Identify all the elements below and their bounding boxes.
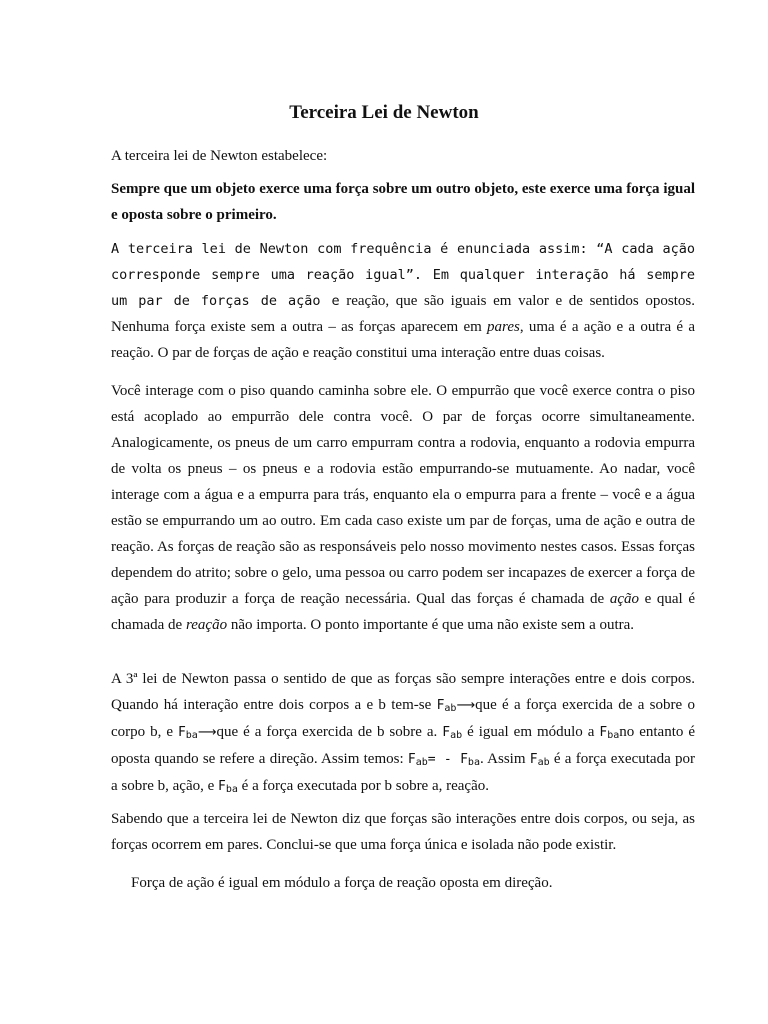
paragraph-notation [111, 666, 695, 800]
paragraph-examples [111, 378, 695, 638]
text-run: é igual em módulo a [462, 724, 600, 740]
paragraph-conclusion: Sabendo que a terceira lei de Newton diz que forças são interações entre dois corpos, ou seja, as forças ocorrem em pares. Conclui-se que uma força única e isolada não pode existir. [111, 811, 695, 853]
vector-arrow: ⟶ [456, 698, 476, 713]
text-run: que é a força exercida de a sobre o corpo b, e [111, 697, 695, 740]
law-statement: Sempre que um objeto exerce uma força sobre um outro objeto, este exerce uma força igual e oposta sobre o primeiro. [111, 181, 695, 223]
intro-paragraph: A terceira lei de Newton estabelece: [111, 148, 328, 164]
text-run: A 3ª lei de Newton passa o sentido de que as forças são sempre interações entre e dois corpos. Quando há interação entre dois corpos a e b tem-se [111, 671, 695, 713]
symbol-f-ba: $F_{ba}$ [177, 725, 198, 741]
emphasis-pares: pares [487, 319, 520, 335]
symbol-f-ab: $F_{ab}$ [529, 752, 550, 768]
text-run: Você interage com o piso quando caminha sobre ele. O empurrão que você exerce contra o piso está acoplado ao empurrão dele contra você. O par de forças ocorre simultaneamente. Analogicamente, os pneus de um carro empurram contra a rodovia, enquanto a rodovia empurra de volta os pneus – os pneus e a rodovia estão empurrando-se mutuamente. Ao nadar, você interage com a água e a empurra para trás, enquanto ela o empurra para a frente – você e a água estão se empurrando um ao outro. Em cada caso existe um par de forças, uma de ação e outra de reação. As forças de reação são as responsáveis pelo nosso movimento nestes casos. Essas forças dependem do atrito; sobre o gelo, uma pessoa ou carro podem ser incapazes de exercer a força de ação para produzir a força de reação necessária. Qual das forças é chamada de [111, 383, 695, 607]
text-run: que é a força exercida de b sobre a. [216, 724, 443, 740]
symbol-f-ba: $F_{ba}$ [460, 752, 480, 768]
vector-arrow: ⟶ [197, 725, 217, 740]
page-title: Terceira Lei de Newton [289, 102, 479, 123]
symbol-f-ab: $F_{ab}$ [436, 698, 457, 714]
emphasis-acao: ação [609, 591, 639, 607]
text-run: no entanto é oposta quando se refere a direção. Assim temos: [111, 724, 695, 767]
text-run: , uma é a ação e a outra é a reação. O par de forças de ação e reação constitui uma interação entre duas coisas. [111, 319, 695, 361]
text-run: é a força executada por b sobre a, reação. [237, 778, 490, 794]
symbol-f-ab: $F_{ab}$ [407, 752, 428, 768]
text-run: reação, que são iguais em valor e de sentidos opostos. Nenhuma força existe sem a outra – as forças aparecem em [111, 293, 695, 335]
equation-operator: = - [427, 752, 461, 767]
quote-text: A terceira lei de Newton com frequência é enunciada assim: “A cada ação corresponde sempre uma reação igual”. Em qualquer interação há sempre um par de forças de ação e [111, 241, 695, 309]
paragraph-enunciation [111, 236, 695, 366]
closing-statement: Força de ação é igual em módulo a força de reação oposta em direção. [131, 875, 553, 891]
text-run: . Assim [479, 751, 530, 767]
symbol-f-ba: $F_{ba}$ [599, 725, 620, 741]
symbol-f-ab: $F_{ab}$ [442, 725, 463, 741]
text-run: é a força executada por a sobre b, ação, e [111, 751, 695, 794]
emphasis-reacao: reação [185, 617, 228, 633]
text-run: não importa. O ponto importante é que uma não existe sem a outra. [227, 617, 635, 633]
symbol-f-ba: $F_{ba}$ [218, 779, 238, 795]
text-run: e qual é chamada de [111, 591, 696, 633]
